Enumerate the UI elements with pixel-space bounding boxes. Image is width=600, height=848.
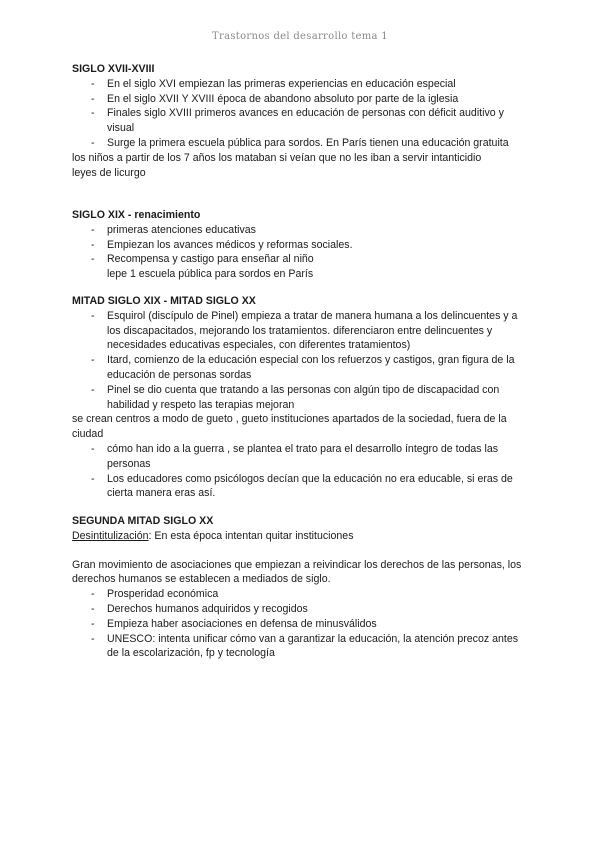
list-item: - En el siglo XVI empiezan las primeras experiencias en educación especial [72,77,532,92]
list-item: - Recompensa y castigo para enseñar al niño [72,252,532,267]
list-item: - Finales siglo XVIII primeros avances en educación de personas con déficit auditivo y visual [72,106,532,136]
section-heading: SIGLO XIX - renacimiento [72,209,201,221]
list-item: - primeras atenciones educativas [72,223,532,238]
paragraph: Gran movimiento de asociaciones que empiezan a reivindicar los derechos de las personas, los derechos humanos se establecen a mediados de siglo. [72,558,522,586]
section-heading: SEGUNDA MITAD SIGLO XX [72,515,214,527]
section-siglo-xvii-xviii [72,62,532,180]
list-item: - En el siglo XVII Y XVIII época de abandono absoluto por parte de la iglesia [72,92,532,107]
document-title: Trastornos del desarrollo tema 1 [212,31,388,42]
section-heading: MITAD SIGLO XIX - MITAD SIGLO XX [72,295,256,307]
section-heading: SIGLO XVII-XVIII [72,63,155,75]
definition-text: : En esta época intentan quitar instituciones [148,529,354,542]
list-item: - Itard, comienzo de la educación especial con los refuerzos y castigos, gran figura de la educación de personas sordas [72,353,532,383]
section-siglo-xix [72,208,532,282]
bullet-list [72,587,532,661]
paragraph: se crean centros a modo de gueto , gueto instituciones apartados de la sociedad, fuera de la ciudad [72,413,507,441]
paragraph: los niños a partir de los 7 años los mataban si veían que no les iban a servir intanticidio [72,151,482,164]
list-item: - UNESCO: intenta unificar cómo van a garantizar la educación, la atención precoz antes de la escolarización, fp y tecnología [72,632,532,662]
section-mitad-siglo-xix-xx [72,294,532,501]
list-item: - Surge la primera escuela pública para sordos. En París tienen una educación gratuita [72,136,532,151]
list-item: - Derechos humanos adquiridos y recogidos [72,602,532,617]
list-item: - Prosperidad económica [72,587,532,602]
indented-note: lepe 1 escuela pública para sordos en París [107,268,314,281]
bullet-list [72,309,532,413]
list-item: - cómo han ido a la guerra , se plantea el trato para el desarrollo íntegro de todas las personas [72,442,532,472]
underlined-term: Desintitulización [72,529,149,542]
section-segunda-mitad-siglo-xx [72,514,532,661]
paragraph: leyes de licurgo [72,166,146,179]
bullet-list [72,442,532,501]
list-item: - Los educadores como psicólogos decían que la educación no era educable, si eras de cierta manera eras así. [72,472,532,502]
list-item: - Empieza haber asociaciones en defensa de minusválidos [72,617,532,632]
list-item: - Empiezan los avances médicos y reformas sociales. [72,238,532,253]
definition-line [72,529,532,544]
bullet-list [72,77,532,151]
list-item: - Esquirol (discípulo de Pinel) empieza a tratar de manera humana a los delincuentes y a los discapacitados, mejorando los tratamientos. diferenciaron entre delincuentes y necesidades educativas especiales, con diferentes tratamientos) [72,309,532,353]
list-item: - Pinel se dio cuenta que tratando a las personas con algún tipo de discapacidad con habilidad y respeto las terapias mejoran [72,383,532,413]
bullet-list [72,223,532,267]
